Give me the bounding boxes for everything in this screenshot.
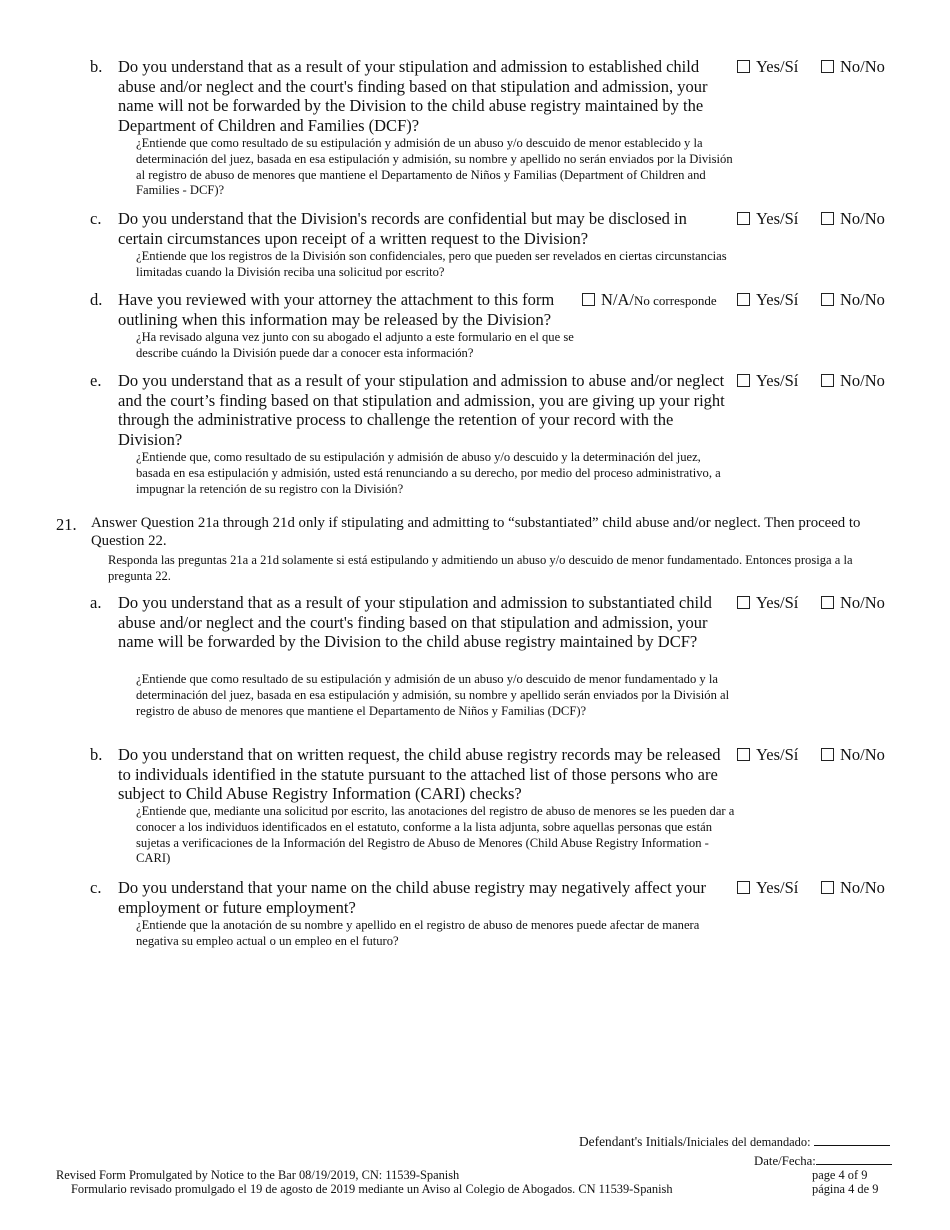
question-text-en: Do you understand that on written request, the child abuse registry records may be released to individuals identified in the statute pursuant to the attached list of those persons who are subject to Child Abuse Registry Information (CARI) checks? bbox=[118, 745, 721, 804]
no-checkbox[interactable]: No/No bbox=[821, 57, 885, 77]
checkbox-box[interactable] bbox=[737, 596, 750, 609]
page-number-es: página 4 de 9 bbox=[812, 1182, 879, 1196]
checkbox-box[interactable] bbox=[821, 748, 834, 761]
checkbox-box[interactable] bbox=[737, 374, 750, 387]
checkbox-box[interactable] bbox=[737, 60, 750, 73]
page-number-en: page 4 of 9 bbox=[812, 1168, 868, 1182]
question-letter: c. bbox=[90, 209, 102, 228]
date-line bbox=[754, 1152, 892, 1169]
no-checkbox[interactable]: No/No bbox=[821, 209, 885, 229]
checkbox-box[interactable] bbox=[821, 374, 834, 387]
na-checkbox[interactable]: N/A/No corresponde bbox=[582, 290, 717, 311]
question-text-en: Answer Question 21a through 21d only if stipulating and admitting to “substantiated” child abuse and/or neglect. Then proceed to Question 22. bbox=[91, 515, 861, 549]
date-field[interactable] bbox=[816, 1152, 892, 1165]
question-text-es: ¿Ha revisado alguna vez junto con su abogado el adjunto a este formulario en el que se describe cuándo la División puede dar a conocer esta información? bbox=[136, 330, 574, 360]
checkbox-box[interactable] bbox=[821, 596, 834, 609]
question-text-es: ¿Entiende que como resultado de su estipulación y admisión de un abuso y/o descuido de menor establecido y la determinación del juez, basada en esa estipulación y admisión, su nombre y apellido no serán enviados por la División al registro de abuso de menores que mantiene el Departamento de Niños y Familias (Department of Children and Families - DCF)? bbox=[136, 136, 733, 198]
initials-label-es: Iniciales del demandado: bbox=[686, 1135, 811, 1149]
question-letter: e. bbox=[90, 371, 102, 390]
yes-checkbox[interactable]: Yes/Sí bbox=[737, 57, 798, 77]
checkbox-box[interactable] bbox=[821, 60, 834, 73]
question-text-en: Do you understand that as a result of your stipulation and admission to substantiated child abuse and/or neglect and the court's finding based on that stipulation and admission, your name will be forwarded by the Division to the child abuse registry maintained by DCF? bbox=[118, 593, 712, 652]
yes-checkbox[interactable]: Yes/Sí bbox=[737, 593, 798, 613]
question-text-en: Do you understand that as a result of your stipulation and admission to abuse and/or neglect and the court’s finding based on that stipulation and admission, you are giving up your right through the administrative process to challenge the retention of your record with the Division? bbox=[118, 371, 725, 449]
revised-form-en: Revised Form Promulgated by Notice to the Bar 08/19/2019, CN: 11539-Spanish bbox=[56, 1168, 460, 1182]
question-text-es: ¿Entiende que, como resultado de su estipulación y admisión de abuso y/o descuido y la determinación del juez, basada en esa estipulación y admisión, usted está renunciando a su derecho, por medio del proceso administrativo, a impugnar la retención de su registro con la División? bbox=[136, 450, 721, 496]
yes-checkbox[interactable]: Yes/Sí bbox=[737, 371, 798, 391]
yes-checkbox[interactable]: Yes/Sí bbox=[737, 209, 798, 229]
no-checkbox[interactable]: No/No bbox=[821, 290, 885, 310]
checkbox-box[interactable] bbox=[821, 881, 834, 894]
yes-checkbox[interactable]: Yes/Sí bbox=[737, 745, 798, 765]
question-text-es: ¿Entiende que como resultado de su estipulación y admisión de un abuso y/o descuido de menor fundamentado y la determinación del juez, basada en esa estipulación y admisión, su nombre y apellido serán enviados por la División al registro de abuso de menores que mantiene el Departamento de Niños y Familias (DCF)? bbox=[136, 672, 730, 718]
question-text-es: ¿Entiende que los registros de la División son confidenciales, pero que pueden ser revelados en ciertas circunstancias limitadas cuando la División reciba una solicitud por escrito? bbox=[136, 249, 727, 279]
question-text-en: Do you understand that as a result of your stipulation and admission to established child abuse and/or neglect and the court's finding based on that stipulation and admission, your name will not be forwarded by the Division to the child abuse registry maintained by the Department of Children and Families (DCF)? bbox=[118, 57, 708, 135]
question-letter: b. bbox=[90, 57, 103, 76]
revised-form-es: Formulario revisado promulgado el 19 de agosto de 2019 mediante un Aviso al Colegio de Abogados. CN 11539-Spanish bbox=[71, 1182, 673, 1196]
initials-label-en: Defendant's Initials/ bbox=[579, 1134, 687, 1149]
question-text-es: ¿Entiende que la anotación de su nombre y apellido en el registro de abuso de menores puede afectar de manera negativa su empleo actual o un empleo en el futuro? bbox=[136, 918, 700, 948]
question-letter: b. bbox=[90, 745, 103, 764]
checkbox-box[interactable] bbox=[737, 212, 750, 225]
question-letter: a. bbox=[90, 593, 102, 612]
question-text-es: Responda las preguntas 21a a 21d solamente si está estipulando y admitiendo un abuso y/o descuido de menor fundamentado. Entonces prosiga a la pregunta 22. bbox=[108, 553, 853, 583]
question-letter: c. bbox=[90, 878, 102, 897]
checkbox-box[interactable] bbox=[821, 293, 834, 306]
question-text-en: Do you understand that your name on the child abuse registry may negatively affect your employment or future employment? bbox=[118, 878, 707, 917]
checkbox-box[interactable] bbox=[821, 212, 834, 225]
checkbox-box[interactable] bbox=[737, 748, 750, 761]
no-checkbox[interactable]: No/No bbox=[821, 371, 885, 391]
question-text-en: Do you understand that the Division's records are confidential but may be disclosed in certain circumstances upon receipt of a written request to the Division? bbox=[118, 209, 687, 248]
checkbox-box[interactable] bbox=[737, 293, 750, 306]
no-checkbox[interactable]: No/No bbox=[821, 593, 885, 613]
yes-checkbox[interactable]: Yes/Sí bbox=[737, 878, 798, 898]
question-number: 21. bbox=[56, 515, 77, 534]
question-text-en: Have you reviewed with your attorney the attachment to this form outlining when this information may be released by the Division? bbox=[118, 290, 555, 329]
question-letter: d. bbox=[90, 290, 103, 309]
checkbox-box[interactable] bbox=[582, 293, 595, 306]
date-label: Date/Fecha: bbox=[754, 1154, 816, 1168]
question-text-es: ¿Entiende que, mediante una solicitud por escrito, las anotaciones del registro de abuso de menores se les pueden dar a conocer a los individuos identificados en el estatuto, conforme a la lista adjunta, sobre aquellas personas que están sujetas a verificaciones de la Información del Registro de Abuso de Menores (Child Abuse Registry Information - CARI) bbox=[136, 804, 735, 866]
yes-checkbox[interactable]: Yes/Sí bbox=[737, 290, 798, 310]
initials-field[interactable] bbox=[814, 1133, 890, 1146]
checkbox-box[interactable] bbox=[737, 881, 750, 894]
no-checkbox[interactable]: No/No bbox=[821, 878, 885, 898]
initials-line bbox=[579, 1133, 890, 1150]
no-checkbox[interactable]: No/No bbox=[821, 745, 885, 765]
